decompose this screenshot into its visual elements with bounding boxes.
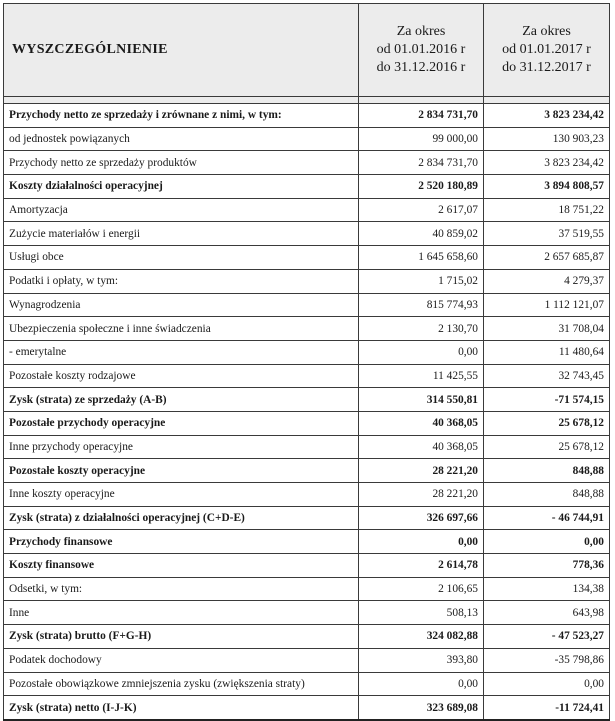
table-row xyxy=(4,648,610,672)
row-value-2016: 2 834 731,70 xyxy=(359,151,484,175)
row-label: Pozostałe koszty rodzajowe xyxy=(4,364,359,388)
row-value-2017: 1 112 121,07 xyxy=(484,293,610,317)
table-row xyxy=(4,293,610,317)
row-value-2016: 0,00 xyxy=(359,340,484,364)
header-period-2016-line-3: do 31.12.2016 r xyxy=(376,60,466,75)
row-value-2016: 2 834 731,70 xyxy=(359,104,484,128)
table-row xyxy=(4,554,610,578)
spacer-cell xyxy=(4,97,359,104)
row-value-2017: -11 724,41 xyxy=(484,696,610,720)
header-period-2017-line-3: do 31.12.2017 r xyxy=(502,60,591,75)
table-row xyxy=(4,435,610,459)
row-label: Usługi obce xyxy=(4,246,359,270)
table-row xyxy=(4,222,610,246)
table-row xyxy=(4,530,610,554)
row-value-2017: 3 823 234,42 xyxy=(484,151,610,175)
header-spacer-row xyxy=(4,97,610,104)
row-value-2016: 324 082,88 xyxy=(359,625,484,649)
row-label: Przychody netto ze sprzedaży produktów xyxy=(4,151,359,175)
row-value-2017: 778,36 xyxy=(484,554,610,578)
header-period-2017-line-1: Za okres xyxy=(522,24,571,39)
table-body xyxy=(4,104,610,720)
row-value-2016: 99 000,00 xyxy=(359,127,484,151)
row-value-2017: 848,88 xyxy=(484,459,610,483)
row-value-2016: 2 106,65 xyxy=(359,577,484,601)
row-value-2016: 314 550,81 xyxy=(359,388,484,412)
header-period-2016-line-1: Za okres xyxy=(396,24,446,39)
table-row xyxy=(4,388,610,412)
table-row xyxy=(4,246,610,270)
row-value-2016: 508,13 xyxy=(359,601,484,625)
row-value-2017: -71 574,15 xyxy=(484,388,610,412)
row-label: Ubezpieczenia społeczne i inne świadczenia xyxy=(4,317,359,341)
row-value-2017: 37 519,55 xyxy=(484,222,610,246)
row-value-2017: 18 751,22 xyxy=(484,198,610,222)
table-row xyxy=(4,340,610,364)
row-label: Zysk (strata) z działalności operacyjnej (C+D-E) xyxy=(4,506,359,530)
row-value-2016: 815 774,93 xyxy=(359,293,484,317)
row-value-2016: 2 617,07 xyxy=(359,198,484,222)
table-row xyxy=(4,625,610,649)
row-value-2017: 4 279,37 xyxy=(484,269,610,293)
row-label: Odsetki, w tym: xyxy=(4,577,359,601)
row-label: od jednostek powiązanych xyxy=(4,127,359,151)
row-value-2016: 2 520 180,89 xyxy=(359,175,484,199)
spacer-cell xyxy=(359,97,484,104)
row-label: Przychody netto ze sprzedaży i zrównane z nimi, w tym: xyxy=(4,104,359,128)
row-label: Wynagrodzenia xyxy=(4,293,359,317)
row-value-2016: 28 221,20 xyxy=(359,459,484,483)
row-label: Koszty działalności operacyjnej xyxy=(4,175,359,199)
row-value-2016: 11 425,55 xyxy=(359,364,484,388)
row-value-2016: 0,00 xyxy=(359,672,484,696)
row-label: Pozostałe obowiązkowe zmniejszenia zysku (zwiększenia straty) xyxy=(4,672,359,696)
row-label: Podatki i opłaty, w tym: xyxy=(4,269,359,293)
row-label: Koszty finansowe xyxy=(4,554,359,578)
row-value-2017: 130 903,23 xyxy=(484,127,610,151)
profit-loss-table xyxy=(3,3,610,721)
table-row xyxy=(4,506,610,530)
table-row xyxy=(4,175,610,199)
row-value-2017: 643,98 xyxy=(484,601,610,625)
row-value-2017: 25 678,12 xyxy=(484,435,610,459)
row-value-2017: - 46 744,91 xyxy=(484,506,610,530)
header-period-2016 xyxy=(359,4,484,97)
row-value-2016: 2 130,70 xyxy=(359,317,484,341)
row-value-2016: 40 859,02 xyxy=(359,222,484,246)
table-row xyxy=(4,411,610,435)
row-label: Zysk (strata) ze sprzedaży (A-B) xyxy=(4,388,359,412)
row-value-2017: 11 480,64 xyxy=(484,340,610,364)
table-row xyxy=(4,317,610,341)
row-value-2017: 32 743,45 xyxy=(484,364,610,388)
table-row xyxy=(4,459,610,483)
row-label: Zużycie materiałów i energii xyxy=(4,222,359,246)
row-label: Inne koszty operacyjne xyxy=(4,483,359,507)
row-value-2016: 326 697,66 xyxy=(359,506,484,530)
spacer-cell xyxy=(484,97,610,104)
row-label: - emerytalne xyxy=(4,340,359,364)
row-label: Amortyzacja xyxy=(4,198,359,222)
row-value-2016: 1 715,02 xyxy=(359,269,484,293)
row-value-2016: 2 614,78 xyxy=(359,554,484,578)
row-label: Pozostałe koszty operacyjne xyxy=(4,459,359,483)
table-row xyxy=(4,104,610,128)
header-period-2017 xyxy=(484,4,610,97)
row-value-2017: 0,00 xyxy=(484,530,610,554)
table-row xyxy=(4,151,610,175)
row-value-2016: 40 368,05 xyxy=(359,435,484,459)
row-value-2017: - 47 523,27 xyxy=(484,625,610,649)
table-row xyxy=(4,577,610,601)
row-value-2016: 0,00 xyxy=(359,530,484,554)
row-value-2017: 2 657 685,87 xyxy=(484,246,610,270)
row-value-2017: 134,38 xyxy=(484,577,610,601)
row-value-2017: 25 678,12 xyxy=(484,411,610,435)
row-label: Inne xyxy=(4,601,359,625)
table-row xyxy=(4,269,610,293)
row-label: Zysk (strata) brutto (F+G-H) xyxy=(4,625,359,649)
row-value-2017: 31 708,04 xyxy=(484,317,610,341)
row-value-2017: 0,00 xyxy=(484,672,610,696)
table-row xyxy=(4,364,610,388)
row-value-2016: 323 689,08 xyxy=(359,696,484,720)
row-value-2017: 3 894 808,57 xyxy=(484,175,610,199)
table-row xyxy=(4,672,610,696)
row-value-2017: 3 823 234,42 xyxy=(484,104,610,128)
header-period-2017-line-2: od 01.01.2017 r xyxy=(502,42,591,57)
row-value-2016: 40 368,05 xyxy=(359,411,484,435)
table-header-row xyxy=(4,4,610,97)
table-row xyxy=(4,601,610,625)
row-label: Przychody finansowe xyxy=(4,530,359,554)
row-label: Inne przychody operacyjne xyxy=(4,435,359,459)
row-label: Zysk (strata) netto (I-J-K) xyxy=(4,696,359,720)
row-value-2017: -35 798,86 xyxy=(484,648,610,672)
row-value-2017: 848,88 xyxy=(484,483,610,507)
table-row xyxy=(4,696,610,720)
row-value-2016: 393,80 xyxy=(359,648,484,672)
row-label: Pozostałe przychody operacyjne xyxy=(4,411,359,435)
table-row xyxy=(4,483,610,507)
row-value-2016: 28 221,20 xyxy=(359,483,484,507)
row-label: Podatek dochodowy xyxy=(4,648,359,672)
header-description: WYSZCZEGÓLNIENIE xyxy=(4,4,359,97)
table-row xyxy=(4,198,610,222)
header-period-2016-line-2: od 01.01.2016 r xyxy=(376,42,466,57)
table-row xyxy=(4,127,610,151)
row-value-2016: 1 645 658,60 xyxy=(359,246,484,270)
